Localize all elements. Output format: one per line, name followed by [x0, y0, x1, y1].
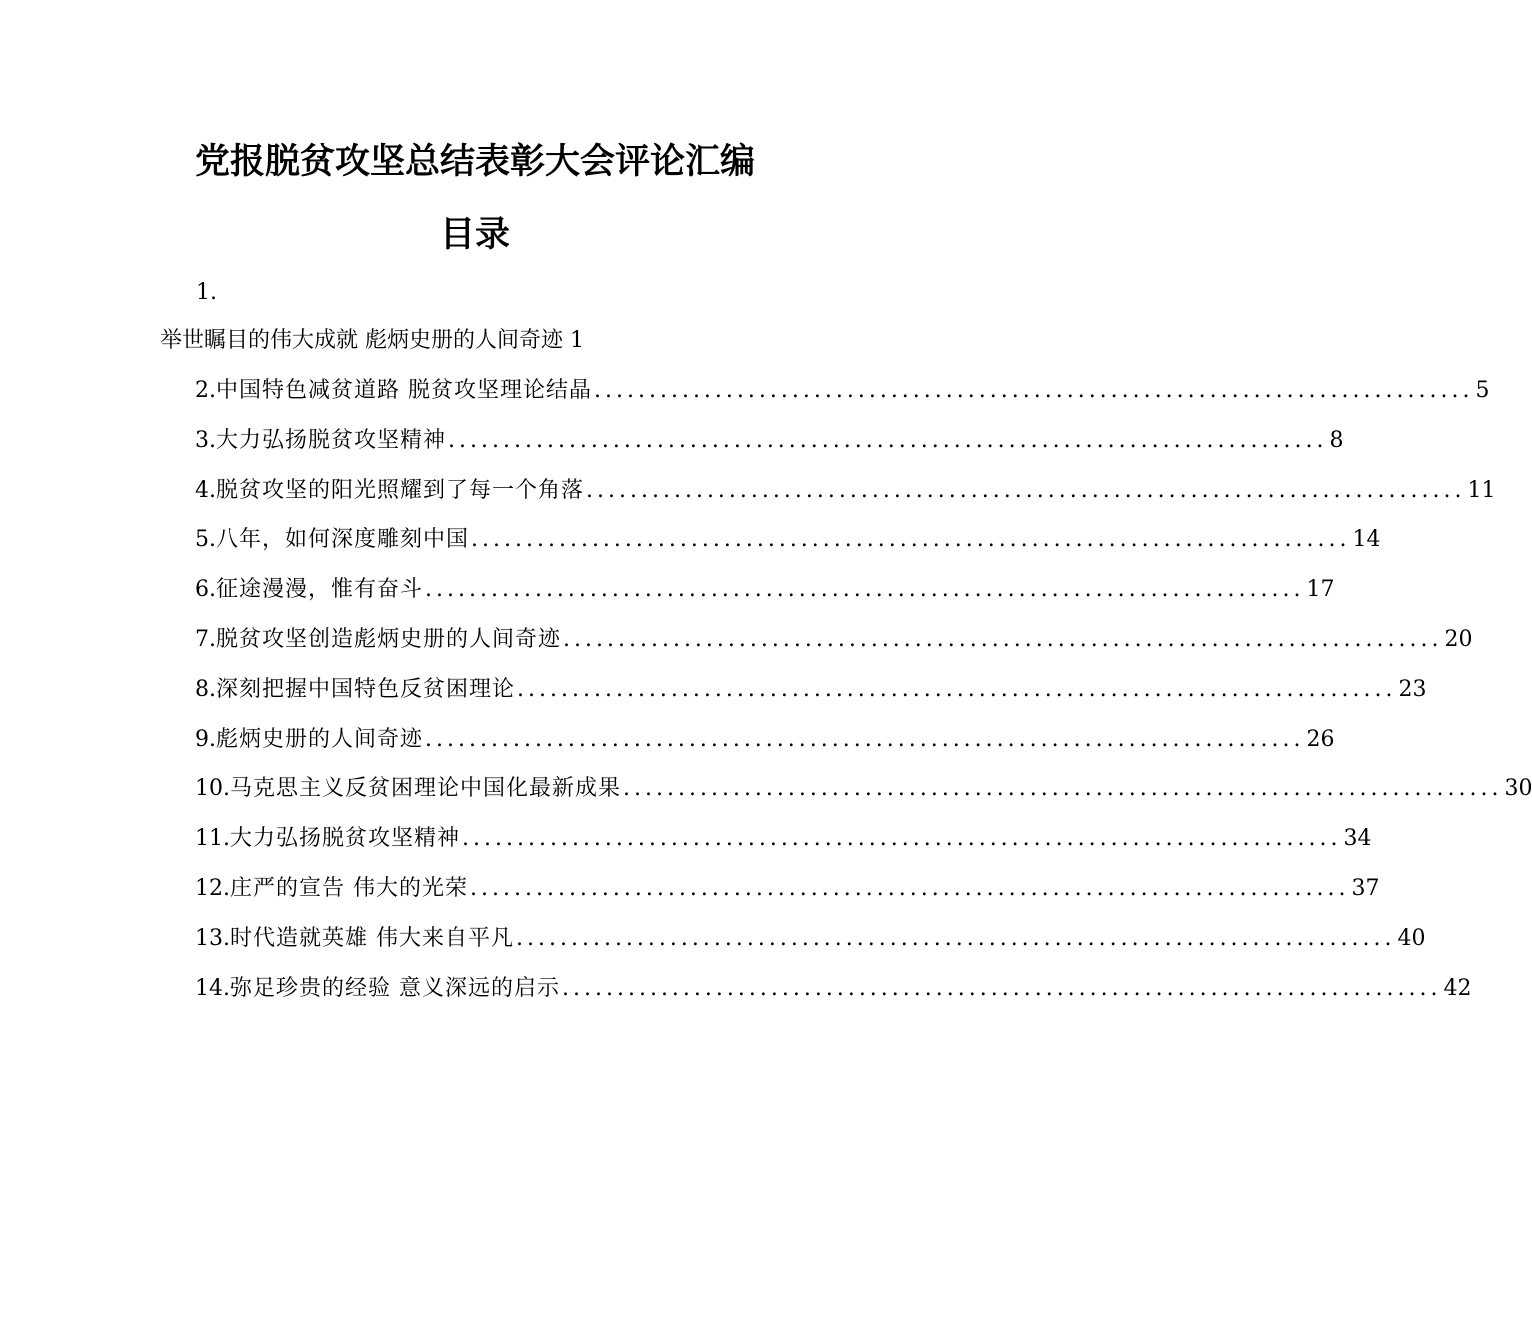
toc-entry-number: 6. — [195, 577, 216, 603]
toc-entry[interactable] — [195, 625, 1473, 655]
toc-entry-text: 大力弘扬脱贫攻坚精神 — [230, 826, 461, 852]
toc-dot-leader: ................................................................................ — [516, 925, 1396, 951]
toc-entry-number: 11. — [195, 826, 230, 852]
toc-entry-page-number: 37 — [1351, 876, 1380, 901]
toc-entry-text: 脱贫攻坚创造彪炳史册的人间奇迹 — [216, 627, 562, 652]
toc-dot-leader: ................................................................................ — [594, 378, 1474, 403]
toc-heading: 目录 — [439, 215, 510, 255]
toc-entry-number: 8. — [195, 676, 216, 702]
toc-entry-text: 征途漫漫，惟有奋斗 — [216, 577, 424, 603]
toc-entry-text: 八年，如何深度雕刻中国 — [216, 527, 470, 553]
toc-entry-page-number: 20 — [1444, 627, 1473, 652]
toc-entry-number: 7. — [195, 627, 216, 652]
toc-entry-text: 大力弘扬脱贫攻坚精神 — [216, 427, 447, 453]
toc-entry[interactable] — [195, 974, 1472, 1004]
toc-entry-1[interactable] — [160, 326, 584, 356]
toc-entry-number: 12. — [195, 876, 230, 901]
toc-entry[interactable] — [195, 874, 1380, 904]
toc-entry-text: 时代造就英雄 伟大来自平凡 — [230, 925, 514, 951]
toc-entry[interactable] — [195, 824, 1372, 854]
toc-entry-1-page: 1 — [570, 328, 584, 353]
toc-entry-text: 彪炳史册的人间奇迹 — [216, 726, 424, 752]
toc-entry-text: 庄严的宣告 伟大的光荣 — [230, 876, 468, 901]
toc-entry-page-number: 11 — [1467, 477, 1496, 503]
toc-entry[interactable] — [195, 525, 1381, 555]
toc-entry-text: 深刻把握中国特色反贫困理论 — [216, 676, 516, 702]
toc-entry-page-number: 5 — [1475, 378, 1490, 403]
toc-entry-1-text: 举世瞩目的伟大成就 彪炳史册的人间奇迹 — [160, 328, 563, 353]
toc-entry-number: 5. — [195, 527, 216, 553]
toc-dot-leader: ................................................................................ — [448, 427, 1328, 453]
toc-entry[interactable] — [195, 376, 1490, 406]
toc-entry-1-number: 1. — [196, 280, 217, 305]
toc-dot-leader: ................................................................................ — [623, 776, 1503, 802]
toc-dot-leader: ................................................................................ — [471, 527, 1351, 553]
toc-entry[interactable] — [195, 426, 1344, 456]
toc-entry-page-number: 23 — [1398, 676, 1427, 702]
toc-entry-number: 13. — [195, 925, 230, 951]
toc-entry[interactable] — [195, 476, 1496, 506]
toc-entry-page-number: 8 — [1329, 427, 1344, 453]
toc-entry-page-number: 26 — [1306, 726, 1335, 752]
document-title: 党报脱贫攻坚总结表彰大会评论汇编 — [194, 142, 755, 182]
toc-entry[interactable] — [195, 575, 1335, 605]
toc-entry-page-number: 42 — [1443, 975, 1472, 1001]
toc-entry-text: 脱贫攻坚的阳光照耀到了每一个角落 — [216, 477, 585, 503]
toc-entry-number: 4. — [195, 477, 216, 503]
toc-entry-page-number: 17 — [1306, 577, 1335, 603]
toc-entry-number: 3. — [195, 427, 216, 453]
toc-entry[interactable] — [195, 774, 1532, 804]
toc-entry[interactable] — [195, 924, 1426, 954]
toc-dot-leader: ................................................................................ — [425, 726, 1305, 752]
toc-entry-number: 14. — [195, 975, 230, 1001]
toc-entry-number: 2. — [195, 378, 216, 403]
toc-entry[interactable] — [195, 725, 1335, 755]
toc-dot-leader: ................................................................................ — [586, 477, 1466, 503]
toc-dot-leader: ................................................................................ — [563, 627, 1443, 652]
toc-entry-page-number: 34 — [1343, 826, 1372, 852]
toc-entry-text: 马克思主义反贫困理论中国化最新成果 — [230, 776, 622, 802]
toc-entry-text: 弥足珍贵的经验 意义深远的启示 — [230, 975, 560, 1001]
toc-dot-leader: ................................................................................ — [425, 577, 1305, 603]
toc-entry-page-number: 14 — [1352, 527, 1381, 553]
toc-entry-number: 10. — [195, 776, 230, 802]
toc-entry-page-number: 40 — [1397, 925, 1426, 951]
toc-dot-leader: ................................................................................ — [470, 876, 1350, 901]
toc-dot-leader: ................................................................................ — [462, 826, 1342, 852]
toc-dot-leader: ................................................................................ — [517, 676, 1397, 702]
toc-entry-page-number: 30 — [1504, 776, 1532, 802]
toc-dot-leader: ................................................................................ — [562, 975, 1442, 1001]
toc-entry[interactable] — [195, 675, 1427, 705]
toc-entry-number: 9. — [195, 726, 216, 752]
toc-entry-text: 中国特色减贫道路 脱贫攻坚理论结晶 — [216, 378, 592, 403]
